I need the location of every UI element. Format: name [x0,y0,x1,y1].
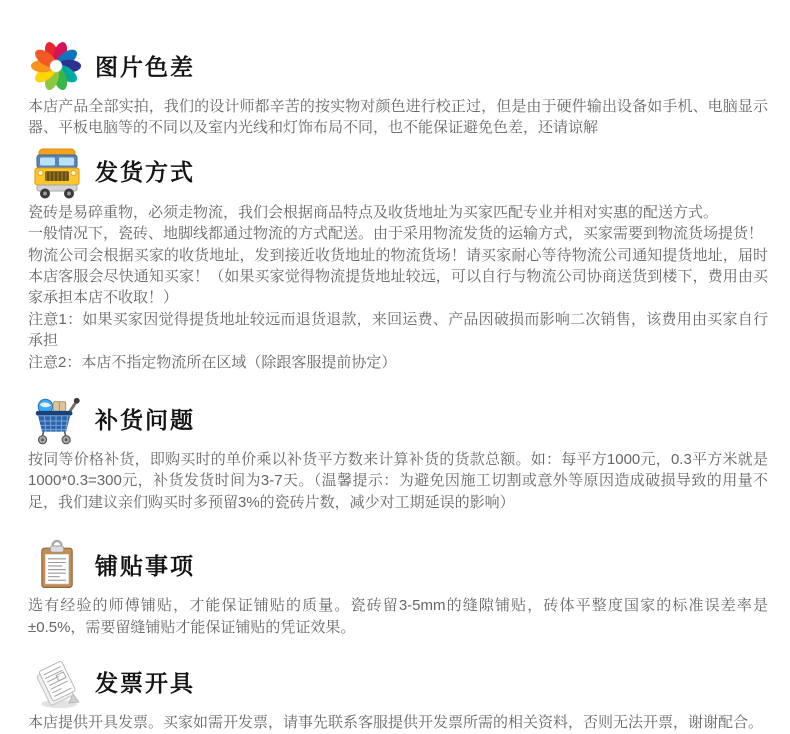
section-title: 发票开具 [95,669,195,696]
section-paragraph: 本店提供开具发票。买家如需开发票，请事先联系客服提供开发票所需的相关资料，否则无法开票，谢谢配合。 [28,714,764,732]
section-paragraph: 一般情况下，瓷砖、地脚线都通过物流的方式配送。由于采用物流发货的运输方式，买家需要到物流货场提货！ [28,225,764,243]
section-header [28,40,768,94]
shopping-cart-icon [28,393,86,447]
section-title: 图片色差 [95,53,195,80]
section-shipping-method [28,146,768,373]
section-body [28,595,768,638]
clipboard-icon [28,539,86,593]
section-body [28,202,768,373]
section-header [28,393,768,447]
section-paragraph: 选有经验的师傅铺贴，才能保证铺贴的质量。瓷砖留3-5mm的缝隙铺贴，砖体平整度国家的标准误差率是±0.5%，需要留缝铺贴才能保证铺贴的凭证效果。 [28,597,768,636]
section-paragraph: 本店产品全部实拍，我们的设计师都辛苦的按实物对颜色进行校正过，但是由于硬件输出设备如手机、电脑显示器、平板电脑等的不同以及室内光线和灯饰布局不同，也不能保证避免色差，还请谅解 [28,98,768,137]
section-title: 补货问题 [95,406,195,433]
section-title: 铺贴事项 [95,552,195,579]
section-body [28,96,768,139]
section-tiling [28,539,768,638]
section-header [28,539,768,593]
section-invoice [28,656,768,733]
color-wheel-icon [28,40,86,94]
section-body [28,449,768,513]
section-body [28,712,768,733]
section-header [28,146,768,200]
section-paragraph: 物流公司会根据买家的收货地址，发到接近收货地址的物流货场！请买家耐心等待物流公司通知提货地址，届时本店客服会尽快通知买家！（如果买家觉得物流提货地址较远，可以自行与物流公司协商送货到楼下，费用由买家承担本店不收取！） [28,246,768,307]
truck-icon [28,146,86,200]
section-restock [28,393,768,513]
section-title: 发货方式 [95,159,195,186]
section-paragraph: 注意1：如果买家因觉得提货地址较远而退货退款，来回运费、产品因破损而影响二次销售，该费用由买家自行承担 [28,310,768,350]
section-paragraph: 注意2：本店不指定物流所在区域（除跟客服提前协定） [28,353,397,371]
section-paragraph: 瓷砖是易碎重物，必须走物流，我们会根据商品特点及收货地址为买家匹配专业并相对实惠的配送方式。 [28,203,719,221]
section-color-difference [28,40,768,139]
section-paragraph: 按同等价格补货，即购买时的单价乘以补货平方数来计算补货的货款总额。如：每平方1000元，0.3平方米就是1000*0.3=300元，补货发货时间为3-7天。（温馨提示：为避免因施工切割或意外等原因造成破损导致的用量不足，我们建议亲们购买时多预留3%的瓷砖片数，减少对工期延误的影响） [28,451,768,511]
